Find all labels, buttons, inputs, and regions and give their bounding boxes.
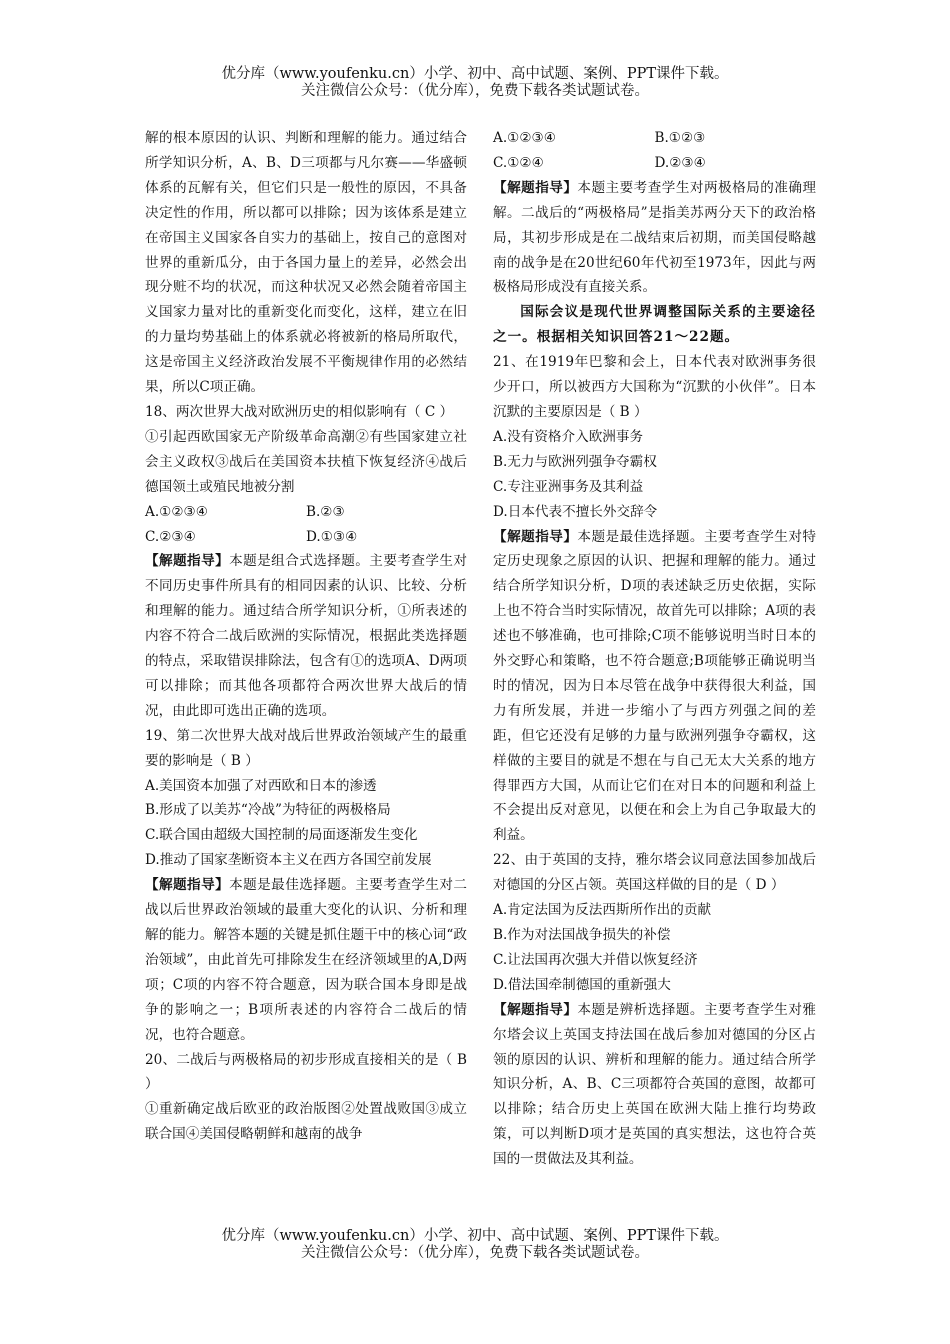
q21-option-b: B.无力与欧洲列强争夺霸权	[493, 453, 657, 470]
q21-option-c: C.专注亚洲事务及其利益	[493, 478, 644, 495]
header-line-2: 关注微信公众号：（优分库），免费下载各类试题试卷。	[301, 83, 649, 99]
right-column	[493, 126, 816, 1172]
q18-option-a: A.①②③④	[145, 503, 208, 520]
q22-option-a: A.肯定法国为反法西斯所作出的贡献	[493, 902, 712, 919]
q20-guide	[493, 176, 816, 301]
q18-guide	[145, 549, 467, 723]
page-footer	[0, 1228, 950, 1262]
guide-text: 本题是最佳选择题。主要考查学生对特定历史现象之原因的认识、把握和理解的能力。通过结合所学知识分析，D项的表述缺乏历史依据，实际上也不符合当时实际情况，故首先可以排除；A项的表述也不够准确，也可排除;C项不能够说明当时日本的外交野心和策略，也不符合题意;B项能够正确说明当时的情况，因为日本尽管在战争中获得很大利益，国力有所发展，并进一步缩小了与西方列强之间的差距，但它还没有足够的力量与欧洲列强争夺霸权，这样做的主要目的就是不想在与自己无太大关系的地方得罪西方大国，从而让它们在对日本的问题和利益上不会提出反对意见，以便在和会上为自己争取最大的利益。	[493, 528, 817, 844]
q18-stem: 18、两次世界大战对欧洲历史的相似影响有（ C ）	[145, 403, 454, 420]
guide-label: 【解题指导】	[493, 179, 578, 196]
guide-label: 【解题指导】	[493, 528, 578, 545]
q20-options-row-2	[493, 151, 816, 176]
q20-items: ①重新确定战后欧亚的政治版图②处置战败国③成立联合国④美国侵略朝鲜和越南的战争	[145, 1101, 467, 1143]
guide-label: 【解题指导】	[145, 553, 230, 570]
page-header	[0, 66, 950, 100]
q20-options-row-1	[493, 126, 816, 151]
guide-label: 【解题指导】	[493, 1001, 578, 1018]
footer-line-2: 关注微信公众号：（优分库），免费下载各类试题试卷。	[301, 1245, 649, 1261]
q22-option-b: B.作为对法国战争损失的补偿	[493, 927, 671, 943]
guide-text: 本题是组合式选择题。主要考查学生对不同历史事件所具有的相同因素的认识、比较、分析和理解的能力。通过结合所学知识分析，①所表述的内容不符合二战后欧洲的实际情况，根据此类选择题的特点，采取错误排除法，包含有①的选项A、D两项可以排除；而其他各项都符合两次世界大战后的情况，由此即可选出正确的选项。	[145, 553, 468, 719]
q19-option-a: A.美国资本加强了对西欧和日本的渗透	[145, 777, 377, 794]
q22-option-c: C.让法国再次强大并借以恢复经济	[493, 951, 698, 968]
guide-text: 本题是辨析选择题。主要考查学生对雅尔塔会议上英国支持法国在战后参加对德国的分区占领的原因的认识、辨析和理解的能力。通过结合所学知识分析，A、B、C三项都符合英国的意图，故都可以排除；结合历史上英国在欧洲大陆上推行均势政策，可以判断D项才是英国的真实想法，这也符合英国的一贯做法及其利益。	[493, 1001, 817, 1168]
guide-text: 本题是最佳选择题。主要考查学生对二战以后世界政治领域的最重大变化的认识、分析和理解的能力。解答本题的关键是抓住题干中的核心词“政治领域”，由此首先可排除发生在经济领域里的A,D两项；C项的内容不符合题意，因为联合国本身即是战争的影响之一；B项所表述的内容符合二战后的情况，也符合题意。	[145, 877, 468, 1043]
q18-options-row-1	[145, 500, 467, 525]
guide-label: 【解题指导】	[145, 877, 230, 894]
q19-option-b: B.形成了以美苏“冷战”为特征的两极格局	[145, 802, 391, 819]
q18-options-row-2	[145, 525, 467, 550]
q21-option-a: A.没有资格介入欧洲事务	[493, 428, 644, 445]
q20-option-d: D.②③④	[654, 154, 706, 171]
q20-option-a: A.①②③④	[493, 130, 556, 146]
q22-guide	[493, 998, 816, 1172]
section-intro: 国际会议是现代世界调整国际关系的主要途径之一。根据相关知识回答21～22题。	[493, 304, 816, 346]
left-column	[145, 126, 467, 1147]
q22-stem: 22、由于英国的支持，雅尔塔会议同意法国参加战后对德国的分区占领。英国这样做的目的是（ D ）	[493, 852, 816, 894]
q21-option-d: D.日本代表不擅长外交辞令	[493, 503, 658, 520]
q21-stem: 21、在1919年巴黎和会上，日本代表对欧洲事务很少开口，所以被西方大国称为“沉默的小伙伴”。日本沉默的主要原因是（ B ）	[493, 354, 816, 420]
guide-text: 本题主要考查学生对两极格局的准确理解。二战后的“两极格局”是指美苏两分天下的政治格局，其初步形成是在二战结束后初期，而美国侵略越南的战争是在20世纪60年代初至1973年，因此与两极格局形成没有直接关系。	[493, 179, 817, 296]
q18-items: ①引起西欧国家无产阶级革命高潮②有些国家建立社会主义政权③战后在美国资本扶植下恢复经济④战后德国领土或殖民地被分割	[145, 428, 467, 495]
q20-option-b: B.①②③	[654, 130, 706, 146]
q17-explanation-continuation: 解的根本原因的认识、判断和理解的能力。通过结合所学知识分析，A、B、D三项都与凡尔赛——华盛顿体系的瓦解有关，但它们只是一般性的原因，不具备决定性的作用，所以都可以排除；因为该体系是建立在帝国主义国家各自实力的基础上，按自己的意图对世界的重新瓜分，由于各国力量上的差异，必然会出现分赃不均的状况，而这种状况又必然会随着帝国主义国家力量对比的重新变化而变化，这样，建立在旧的力量均势基础上的体系就必将被新的格局所取代，这是帝国主义经济政治发展不平衡规律作用的必然结果，所以C项正确。	[145, 130, 467, 396]
header-line-1: 优分库（www.youfenku.cn）小学、初中、高中试题、案例、PPT课件下载。	[221, 66, 729, 82]
q19-option-c: C.联合国由超级大国控制的局面逐渐发生变化	[145, 827, 418, 844]
q20-stem: 20、二战后与两极格局的初步形成直接相关的是（ B ）	[145, 1051, 467, 1093]
q20-option-c: C.①②④	[493, 154, 544, 171]
q18-option-c: C.②③④	[145, 528, 196, 545]
q18-option-d: D.①③④	[306, 528, 358, 545]
footer-line-1: 优分库（www.youfenku.cn）小学、初中、高中试题、案例、PPT课件下载。	[221, 1228, 729, 1244]
q19-option-d: D.推动了国家垄断资本主义在西方各国空前发展	[145, 852, 432, 869]
q18-option-b: B.②③	[306, 503, 345, 520]
q19-guide	[145, 873, 467, 1047]
q19-stem: 19、第二次世界大战对战后世界政治领域产生的最重要的影响是（ B ）	[145, 727, 467, 769]
q22-option-d: D.借法国牵制德国的重新强大	[493, 976, 671, 993]
q21-guide	[493, 525, 816, 849]
